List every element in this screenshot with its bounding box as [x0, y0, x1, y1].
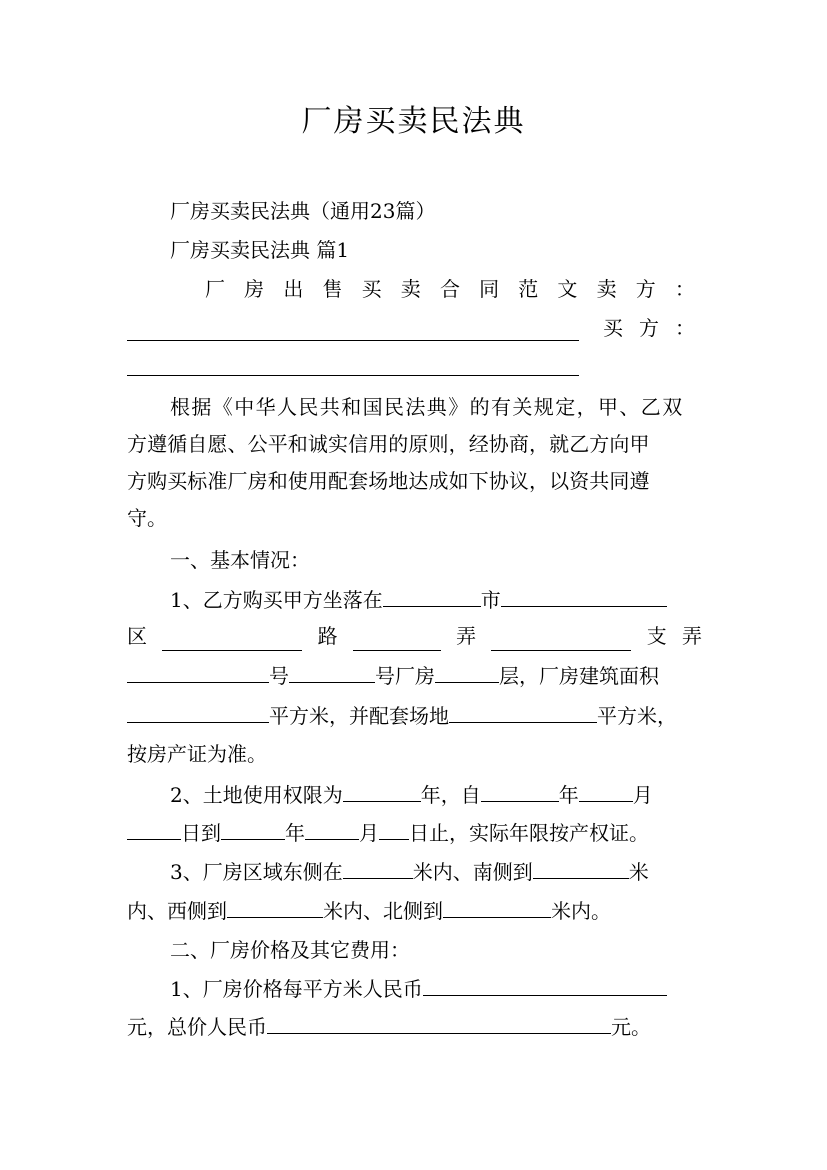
heading-char: 合 — [439, 277, 460, 301]
item3-text: 内、西侧到 — [127, 899, 227, 923]
heading-char: 厂 — [205, 277, 225, 301]
heading-char: 卖 — [596, 277, 617, 301]
area-blank[interactable] — [127, 700, 269, 723]
site-area-blank[interactable] — [449, 700, 597, 723]
sublane-blank[interactable] — [127, 660, 269, 683]
item3-text: 米内、南侧到 — [412, 860, 533, 884]
years-blank[interactable] — [343, 779, 421, 802]
east-blank[interactable] — [343, 856, 413, 879]
price-text: 元。 — [611, 1015, 651, 1039]
item2-text: 月 — [359, 821, 379, 845]
end-year-blank[interactable] — [221, 817, 285, 840]
item1-text: 号 — [269, 664, 289, 688]
heading-char: 卖 — [400, 277, 421, 301]
item1-text: 弄 — [456, 624, 477, 648]
item3-text: 米内。 — [551, 899, 611, 923]
item1-text: 路 — [317, 624, 338, 648]
subtitle: 厂房买卖民法典（通用23篇） — [170, 199, 436, 223]
heading-char: 方 — [635, 277, 656, 301]
para1-line1: 根据《中华人民共和国民法典》的有关规定，甲、乙双 — [170, 395, 684, 419]
price-text: 元，总价人民币 — [127, 1015, 267, 1039]
south-blank[interactable] — [533, 856, 629, 879]
buyer-char: ： — [675, 316, 695, 340]
buyer-blank[interactable] — [127, 375, 579, 376]
para1-line3: 方购买标准厂房和使用配套场地达成如下协议，以资共同遵 — [127, 469, 650, 493]
item1-text: 支 — [646, 624, 667, 648]
item1-line2 — [127, 621, 702, 651]
item2-text: 年，自 — [420, 783, 481, 807]
unit-price-blank[interactable] — [423, 973, 667, 996]
heading-char: 售 — [322, 277, 343, 301]
item3-line2 — [127, 895, 702, 926]
item2-text: 日到 — [181, 821, 221, 845]
heading-char: 出 — [283, 277, 304, 301]
item3-line1 — [170, 856, 702, 887]
lane-blank[interactable] — [491, 628, 631, 651]
item1-text: 1、乙方购买甲方坐落在 — [170, 588, 383, 612]
section-basic-info: 一、基本情况： — [170, 548, 310, 572]
price-line2 — [127, 1011, 702, 1042]
item3-text: 3、厂房区域东侧在 — [170, 860, 343, 884]
city-blank[interactable] — [383, 584, 481, 607]
total-price-blank[interactable] — [267, 1011, 611, 1034]
price-text: 1、厂房价格每平方米人民币 — [170, 977, 423, 1001]
start-year-blank[interactable] — [481, 779, 559, 802]
heading-char: ： — [674, 277, 695, 301]
item1-line3 — [127, 660, 702, 691]
start-day-blank[interactable] — [127, 817, 181, 840]
item1-text: 弄 — [681, 624, 702, 648]
start-month-blank[interactable] — [579, 779, 633, 802]
item2-text: 月 — [632, 783, 653, 807]
price-line1 — [170, 973, 702, 1004]
item2-text: 日止，实际年限按产权证。 — [409, 821, 649, 845]
item1-text: 区 — [127, 624, 147, 648]
number-blank[interactable] — [289, 660, 375, 683]
item2-line1 — [170, 779, 702, 810]
heading-char: 买 — [361, 277, 382, 301]
buyer-label — [603, 313, 695, 343]
item1-line4 — [127, 700, 702, 731]
buyer-char: 买 — [603, 316, 623, 340]
heading-char: 同 — [479, 277, 500, 301]
para1-line4: 守。 — [127, 506, 167, 530]
floor-blank[interactable] — [435, 660, 499, 683]
item3-text: 米 — [628, 860, 649, 884]
item1-line5: 按房产证为准。 — [127, 742, 267, 766]
contract-heading — [205, 274, 695, 304]
item2-line2 — [127, 817, 702, 848]
item2-text: 2、土地使用权限为 — [170, 783, 343, 807]
end-day-blank[interactable] — [379, 817, 409, 840]
north-blank[interactable] — [443, 895, 551, 918]
item1-text: 平方米，并配套场地 — [269, 704, 449, 728]
city-name-blank[interactable] — [501, 584, 667, 607]
west-blank[interactable] — [227, 895, 323, 918]
item1-text: 市 — [480, 588, 501, 612]
item2-text: 年 — [285, 821, 305, 845]
district-blank[interactable] — [162, 628, 302, 651]
item2-text: 年 — [558, 783, 579, 807]
road-blank[interactable] — [353, 628, 441, 651]
seller-blank[interactable] — [127, 340, 579, 341]
para1-line2: 方遵循自愿、公平和诚实信用的原则，经协商，就乙方向甲 — [127, 432, 650, 456]
item3-text: 米内、北侧到 — [323, 899, 443, 923]
end-month-blank[interactable] — [305, 817, 359, 840]
heading-char: 房 — [244, 277, 265, 301]
buyer-char: 方 — [639, 316, 659, 340]
item1-text: 层，厂房建筑面积 — [499, 664, 659, 688]
section-heading: 厂房买卖民法典 篇1 — [170, 238, 350, 262]
item1-line1 — [170, 584, 702, 615]
heading-char: 文 — [557, 277, 578, 301]
section-price: 二、厂房价格及其它费用： — [170, 938, 410, 962]
document-title: 厂房买卖民法典 — [301, 104, 526, 139]
heading-char: 范 — [518, 277, 539, 301]
item1-text: 号厂房 — [375, 664, 435, 688]
item1-text: 平方米， — [597, 704, 677, 728]
